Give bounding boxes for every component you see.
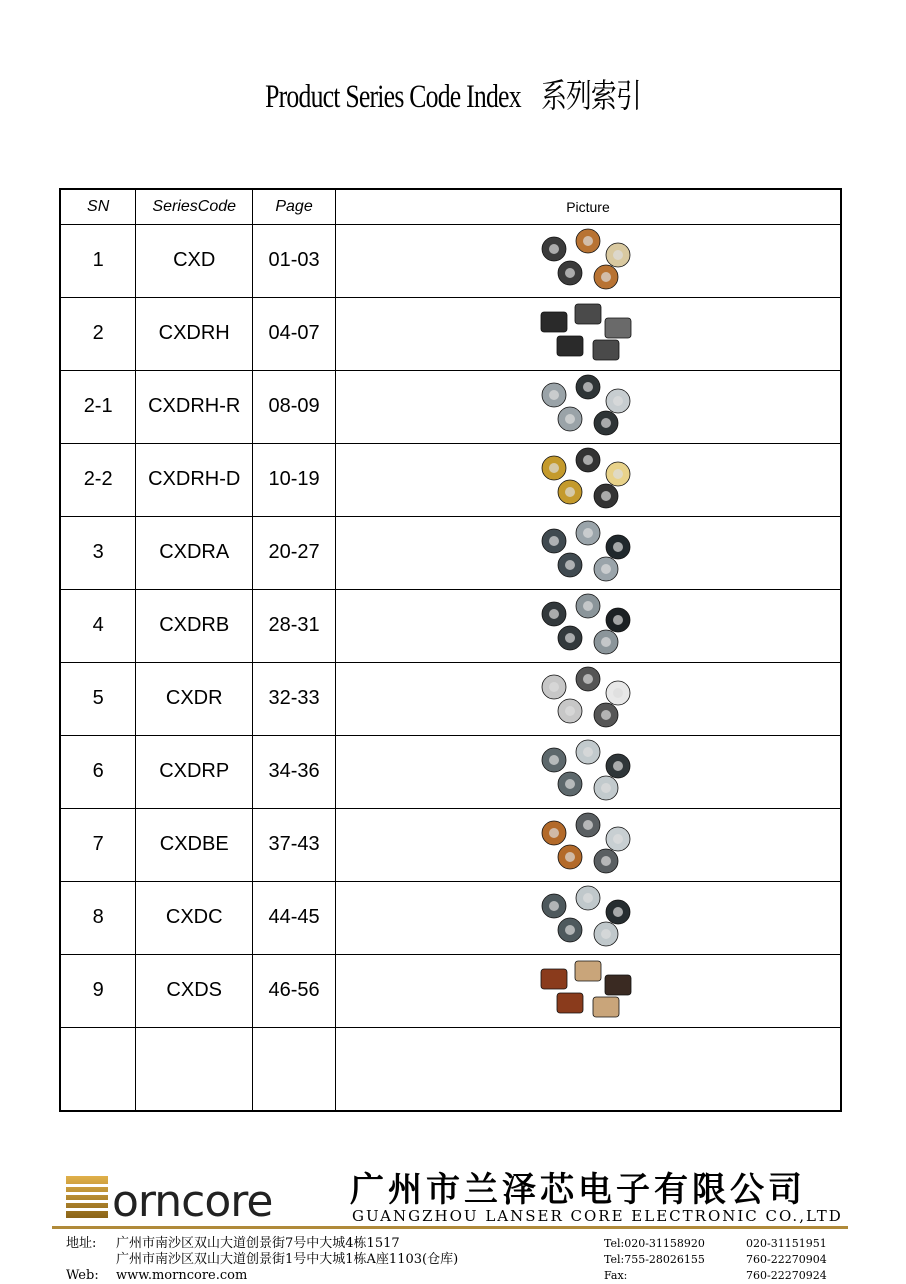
row-sn: 2 [60, 297, 136, 370]
row-picture [335, 954, 841, 1027]
row-page: 44-45 [253, 881, 336, 954]
row-series-code: CXDBE [136, 808, 253, 881]
tel-2: Tel:755-28026155 [604, 1253, 705, 1266]
row-series-code: CXDS [136, 954, 253, 1027]
table-row [60, 589, 841, 662]
row-picture [335, 370, 841, 443]
row-page: 34-36 [253, 735, 336, 808]
row-picture [335, 881, 841, 954]
empty-cell [253, 1027, 336, 1111]
row-sn: 2-1 [60, 370, 136, 443]
row-page: 20-27 [253, 516, 336, 589]
address-line-2: 广州市南沙区双山大道创景街1号中大城1栋A座1103(仓库) [116, 1252, 459, 1267]
fax-number: 760-22270924 [746, 1269, 827, 1282]
row-picture [335, 589, 841, 662]
row-sn: 5 [60, 662, 136, 735]
row-picture [335, 516, 841, 589]
row-page: 28-31 [253, 589, 336, 662]
cxdbe-inductor-photo [526, 811, 650, 879]
row-sn: 7 [60, 808, 136, 881]
company-name-cn: 广州市兰泽芯电子有限公司 [350, 1170, 806, 1210]
row-series-code: CXD [136, 224, 253, 297]
header-page: Page [253, 189, 336, 224]
tel-1b: 020-31151951 [746, 1237, 827, 1250]
address-line-1: 广州市南沙区双山大道创景街7号中大城4栋1517 [116, 1236, 400, 1251]
address-block [66, 1236, 458, 1284]
cxd-inductor-photo [526, 227, 650, 295]
row-picture [335, 662, 841, 735]
row-page: 37-43 [253, 808, 336, 881]
row-picture [335, 224, 841, 297]
header-sn: SN [60, 189, 136, 224]
row-sn: 4 [60, 589, 136, 662]
table-header-row [60, 189, 841, 224]
row-picture [335, 735, 841, 808]
table-row [60, 443, 841, 516]
row-series-code: CXDC [136, 881, 253, 954]
row-series-code: CXDRH-R [136, 370, 253, 443]
row-sn: 1 [60, 224, 136, 297]
row-picture [335, 297, 841, 370]
header-picture: Picture [335, 189, 841, 224]
row-page: 04-07 [253, 297, 336, 370]
header-series-code: SeriesCode [136, 189, 253, 224]
row-series-code: CXDRA [136, 516, 253, 589]
empty-cell [335, 1027, 841, 1111]
empty-cell [136, 1027, 253, 1111]
row-picture [335, 808, 841, 881]
table-row [60, 735, 841, 808]
tel-2b: 760-22270904 [746, 1253, 827, 1266]
table-row [60, 224, 841, 297]
tel-1: Tel:020-31158920 [604, 1237, 705, 1250]
table-row [60, 954, 841, 1027]
row-sn: 6 [60, 735, 136, 808]
cxdrh-r-inductor-photo [526, 373, 650, 441]
morncore-logo-mark [64, 1172, 314, 1222]
row-sn: 3 [60, 516, 136, 589]
cxdrh-d-inductor-photo [526, 446, 650, 514]
row-series-code: CXDR [136, 662, 253, 735]
address-label: 地址: [66, 1236, 97, 1251]
table-row [60, 516, 841, 589]
cxdrh-inductor-photo [526, 300, 650, 368]
row-series-code: CXDRH [136, 297, 253, 370]
page-title-en: Product Series Code Index [265, 79, 521, 115]
cxdr-inductor-photo [526, 665, 650, 733]
table-row [60, 370, 841, 443]
web-url[interactable]: www.morncore.com [116, 1268, 248, 1283]
empty-cell [60, 1027, 136, 1111]
row-page: 01-03 [253, 224, 336, 297]
table-row [60, 881, 841, 954]
row-sn: 2-2 [60, 443, 136, 516]
row-picture [335, 443, 841, 516]
row-sn: 9 [60, 954, 136, 1027]
cxdrp-inductor-photo [526, 738, 650, 806]
cxds-inductor-photo [526, 957, 650, 1025]
cxdc-inductor-photo [526, 884, 650, 952]
morncore-logo [64, 1172, 314, 1222]
company-name-en: GUANGZHOU LANSER CORE ELECTRONIC CO.,LTD [352, 1207, 843, 1225]
row-page: 10-19 [253, 443, 336, 516]
table-row [60, 662, 841, 735]
table-row [60, 297, 841, 370]
svg-text:orncore: orncore [112, 1176, 273, 1222]
page-title [100, 70, 807, 117]
page-title-cn: 系列索引 [541, 76, 641, 115]
cxdra-inductor-photo [526, 519, 650, 587]
series-index-table [59, 188, 842, 1112]
row-page: 32-33 [253, 662, 336, 735]
cxdrb-inductor-photo [526, 592, 650, 660]
row-page: 46-56 [253, 954, 336, 1027]
row-series-code: CXDRH-D [136, 443, 253, 516]
row-series-code: CXDRP [136, 735, 253, 808]
footer-divider [52, 1226, 848, 1229]
fax-label: Fax: [604, 1269, 628, 1282]
contact-block [604, 1236, 827, 1284]
row-series-code: CXDRB [136, 589, 253, 662]
web-label: Web: [66, 1268, 99, 1283]
table-row-empty [60, 1027, 841, 1111]
row-page: 08-09 [253, 370, 336, 443]
table-row [60, 808, 841, 881]
row-sn: 8 [60, 881, 136, 954]
